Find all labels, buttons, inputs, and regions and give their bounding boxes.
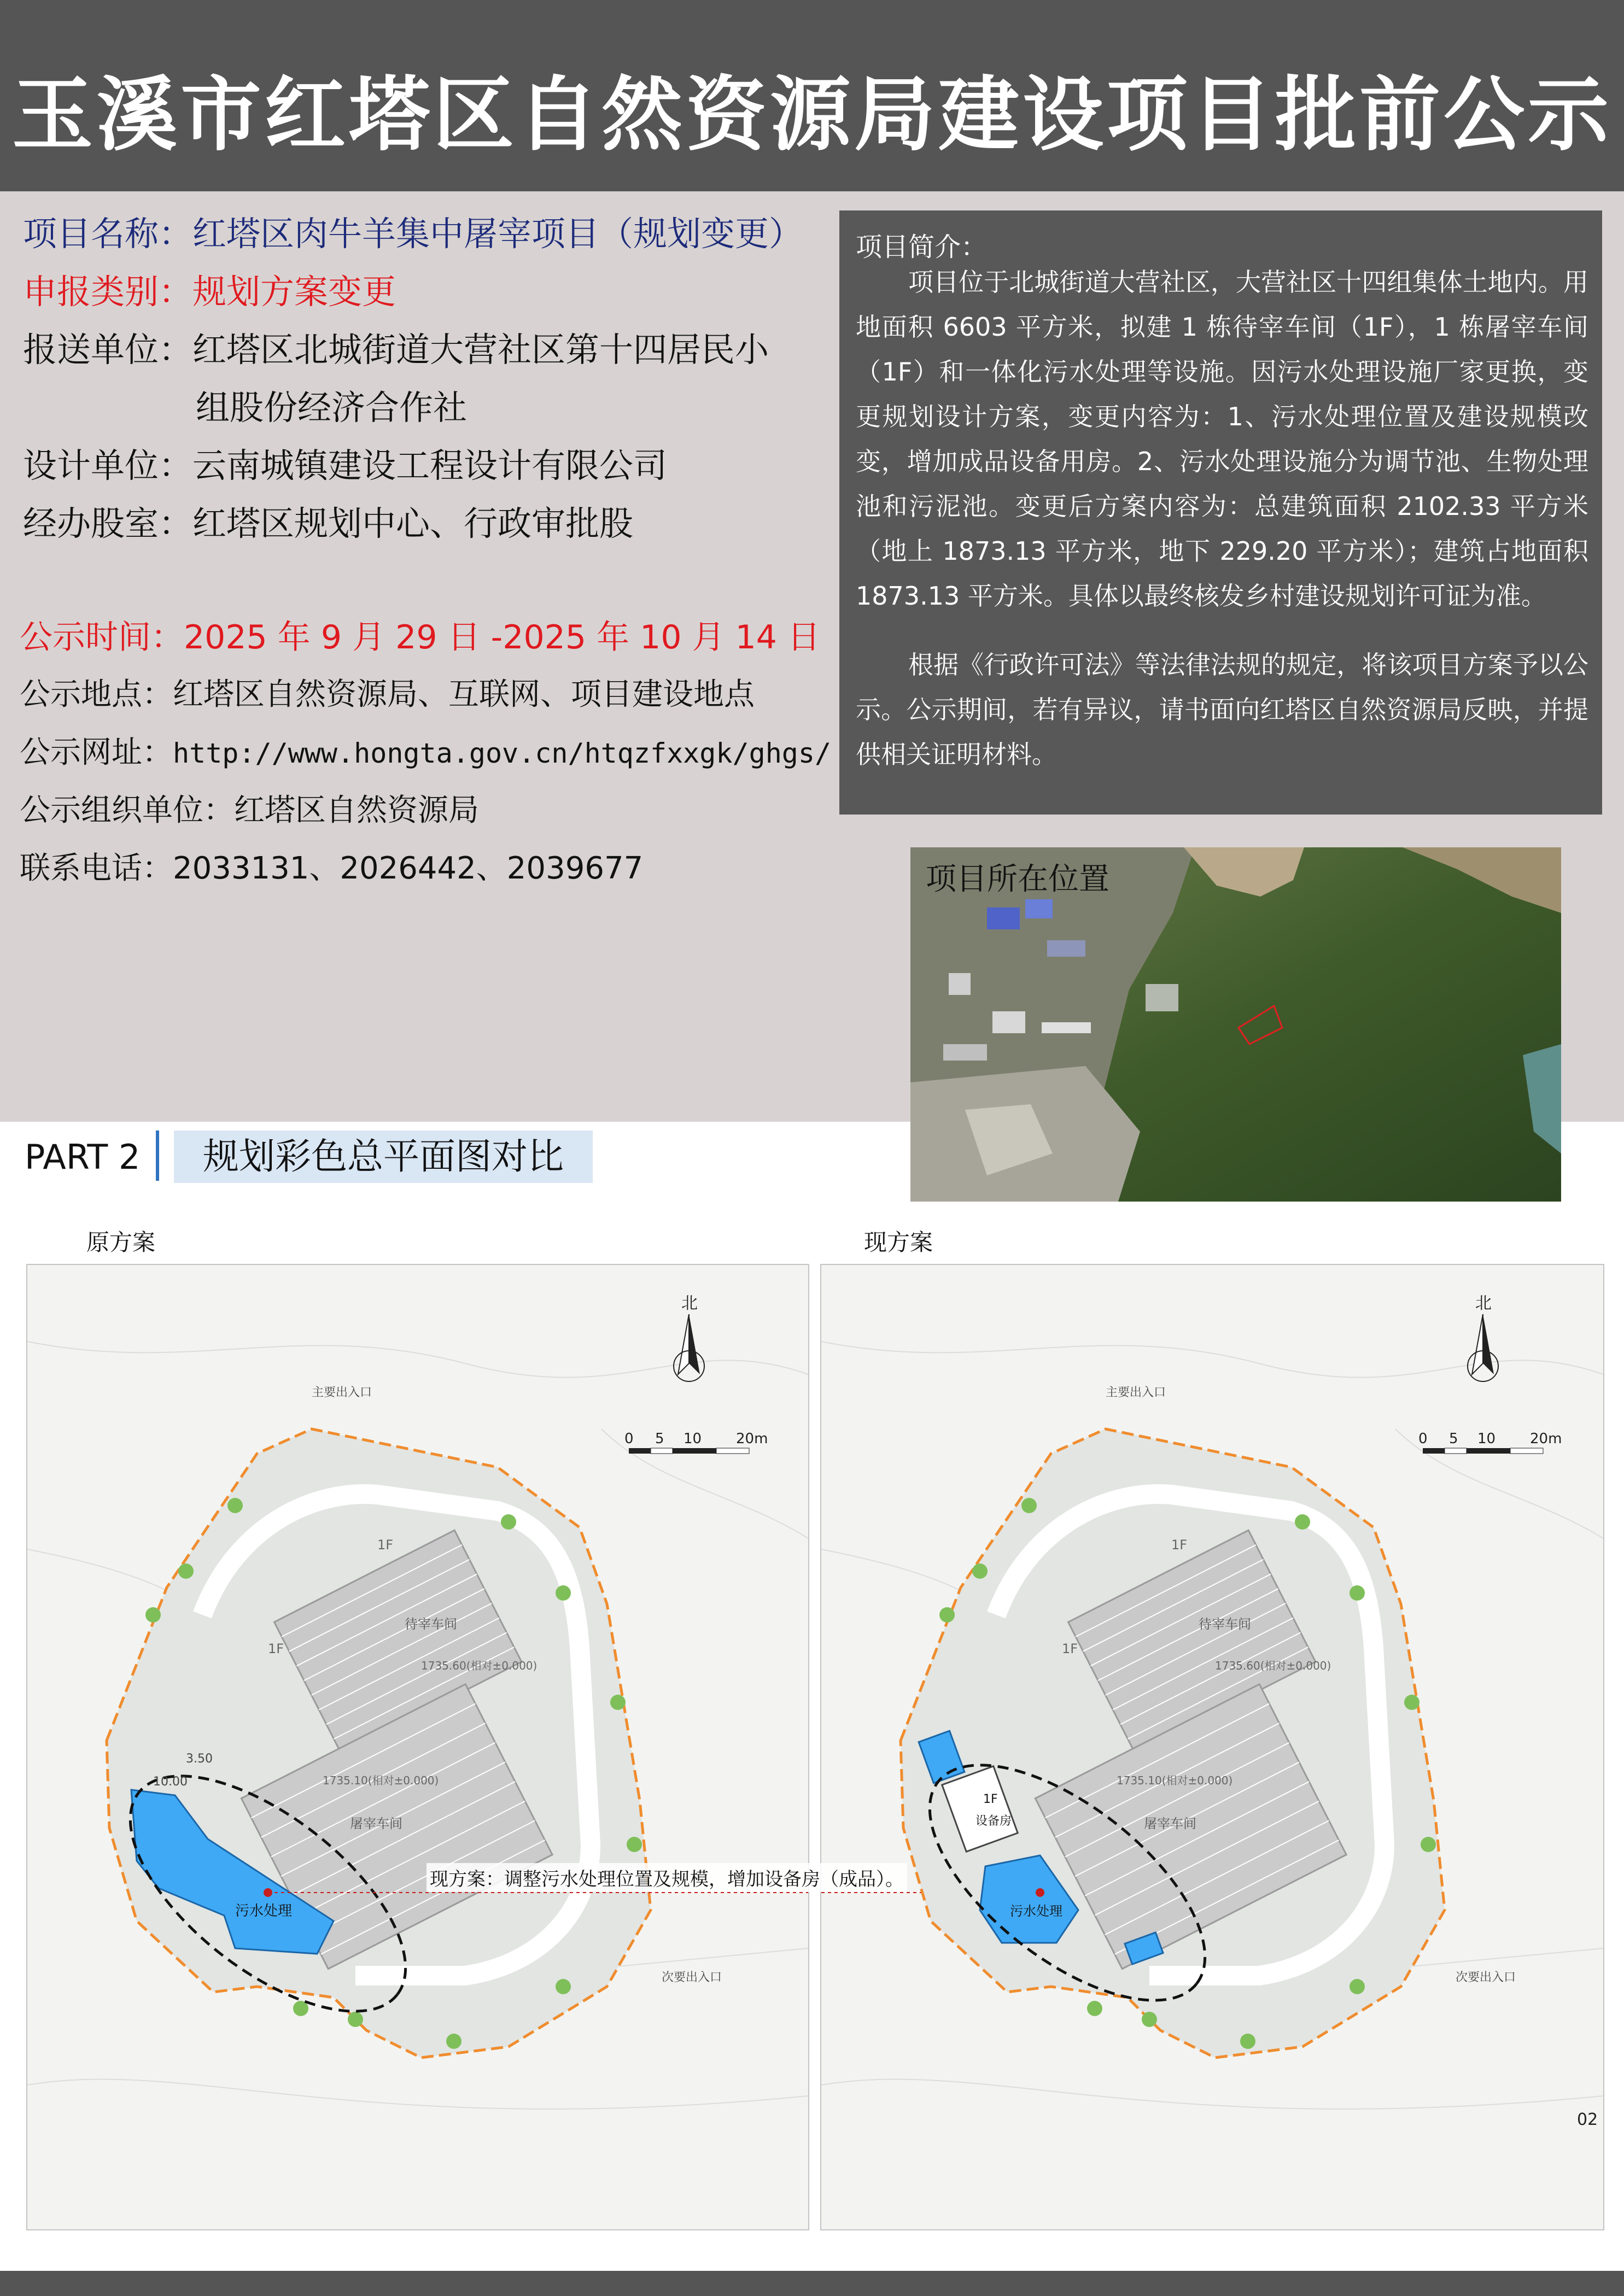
submitter-key: 报送单位： <box>23 330 193 370</box>
current-waiting-workshop: 待宰车间 <box>1199 1616 1251 1632</box>
original-slaughter-1f: 1F <box>268 1641 284 1656</box>
original-waiting-1f: 1F <box>377 1537 394 1553</box>
original-north-arrow <box>674 1314 704 1381</box>
current-waiting-1f: 1F <box>1171 1537 1188 1553</box>
part-title: 规划彩色总平面图对比 <box>203 1135 564 1178</box>
original-scale-tick-5: 5 <box>655 1431 664 1447</box>
intro-title: 项目简介： <box>856 232 988 262</box>
current-sewage-label: 污水处理 <box>1010 1903 1062 1919</box>
part-label: PART 2 <box>25 1137 141 1177</box>
designer-value: 云南城镇建设工程设计有限公司 <box>192 446 668 485</box>
change-note: 现方案：调整污水处理位置及规模，增加设备房（成品）。 <box>427 1863 907 1892</box>
original-slaughter-workshop: 屠宰车间 <box>350 1816 402 1831</box>
category-value: 规划方案变更 <box>192 272 396 312</box>
category-key: 申报类别： <box>23 272 193 312</box>
original-main-entrance: 主要出入口 <box>312 1386 372 1399</box>
current-elev-slaughter: 1735.10(相对±0.000) <box>1117 1774 1233 1787</box>
notice-phone-value: 2033131、2026442、2039677 <box>173 851 644 886</box>
original-elev-slaughter: 1735.10(相对±0.000) <box>323 1774 439 1787</box>
notice-place-row <box>20 670 755 714</box>
intro-paragraph-2: 根据《行政许可法》等法律法规的规定，将该项目方案予以公示。公示期间，若有异议，请书面向红塔区自然资源局反映，并提供相关证明材料。 <box>856 650 1588 769</box>
location-satellite-map <box>910 847 1561 1202</box>
current-slaughter-1f: 1F <box>1062 1641 1078 1656</box>
submitter-row <box>23 323 769 371</box>
current-secondary-entrance: 次要出入口 <box>1456 1971 1516 1984</box>
current-equipment-1f: 1F <box>983 1793 998 1806</box>
footer-bar <box>0 2271 1624 2296</box>
notice-org-value: 红塔区自然资源局 <box>234 793 479 828</box>
current-scale-bar <box>1423 1448 1543 1454</box>
intro-paragraph-1: 项目位于北城街道大营社区，大营社区十四组集体土地内。用地面积 6603 平方米，拟建 1 栋待宰车间（1F），1 栋屠宰车间（1F）和一体化污水处理等设施。因污水处理设施厂家更换，变更规划设计方案，变更内容为：1、污水处理位置及建设规模改变，增加成品设备用房。2、污水处理设施分为调节池、生物处理池和污泥池。变更后方案内容为：总建筑面积 2102.33 平方米（地上 1873.13 平方米，地下 229.20 平方米）；建筑占地面积 1873.13 平方米。具体以最终核发乡村建设规划许可证为准。 <box>856 267 1588 611</box>
notice-place-value: 红塔区自然资源局、互联网、项目建设地点 <box>173 677 755 712</box>
page-title: 玉溪市红塔区自然资源局建设项目批前公示 <box>12 68 1612 162</box>
current-site-plan <box>820 1264 1604 2230</box>
current-north-label: 北 <box>1475 1294 1492 1313</box>
notice-phone-key: 联系电话： <box>20 851 173 886</box>
submitter-value-line2: 组股份经济合作社 <box>196 388 468 427</box>
original-dim-1000: 10.00 <box>153 1775 188 1789</box>
current-scale-tick-0: 0 <box>1418 1431 1428 1447</box>
location-map-caption: 项目所在位置 <box>926 862 1109 897</box>
current-plan-drawing <box>821 1265 1603 2229</box>
notice-time-key: 公示时间： <box>20 618 184 657</box>
current-equipment-room: 设备房 <box>975 1814 1012 1828</box>
satellite-image <box>910 847 1561 1202</box>
notice-place-key: 公示地点： <box>20 677 173 712</box>
current-scale-tick-10: 10 <box>1477 1431 1496 1447</box>
original-scale-tick-20m: 20m <box>736 1431 768 1447</box>
office-value: 红塔区规划中心、行政审批股 <box>192 503 634 543</box>
original-scale-bar <box>629 1448 749 1454</box>
project-name-row <box>23 207 803 255</box>
original-scale-tick-0: 0 <box>624 1431 634 1447</box>
original-scale-tick-10: 10 <box>684 1431 702 1447</box>
category-row <box>23 265 396 313</box>
current-slaughter-workshop: 屠宰车间 <box>1144 1816 1196 1831</box>
current-main-entrance: 主要出入口 <box>1106 1386 1166 1399</box>
notice-time-value: 2025 年 9 月 29 日 -2025 年 10 月 14 日 <box>184 618 821 657</box>
project-intro-box <box>839 210 1602 815</box>
project-name-value: 红塔区肉牛羊集中屠宰项目（规划变更） <box>192 214 803 254</box>
notice-url-link[interactable]: http://www.hongta.gov.cn/htqzfxxgk/ghgs/ <box>173 737 832 769</box>
office-key: 经办股室： <box>23 503 193 543</box>
page-number: 02 <box>1577 2110 1598 2129</box>
notice-time-row <box>20 611 820 658</box>
designer-row <box>23 438 667 487</box>
project-name-key: 项目名称： <box>23 214 193 254</box>
original-north-label: 北 <box>681 1294 698 1313</box>
current-plan-label: 现方案 <box>864 1229 933 1256</box>
notice-phone-row <box>20 844 643 888</box>
original-elev-waiting: 1735.60(相对±0.000) <box>421 1659 538 1672</box>
notice-org-key: 公示组织单位： <box>20 793 234 828</box>
current-scale-tick-20m: 20m <box>1530 1431 1562 1447</box>
current-north-arrow <box>1468 1314 1498 1381</box>
original-plan-label: 原方案 <box>86 1229 156 1256</box>
designer-key: 设计单位： <box>23 446 193 485</box>
notice-org-row <box>20 786 479 830</box>
original-dim-350: 3.50 <box>186 1752 213 1766</box>
original-secondary-entrance: 次要出入口 <box>662 1971 722 1984</box>
current-scale-tick-5: 5 <box>1449 1431 1458 1447</box>
current-elev-waiting: 1735.60(相对±0.000) <box>1215 1659 1331 1672</box>
part-divider-bar <box>156 1131 159 1181</box>
original-waiting-workshop: 待宰车间 <box>405 1616 457 1632</box>
original-plan-drawing <box>27 1265 808 2229</box>
notice-url-key: 公示网址： <box>20 735 173 770</box>
office-row <box>23 496 633 545</box>
original-site-plan <box>26 1264 809 2230</box>
notice-url-row <box>20 728 831 772</box>
submitter-value-line1: 红塔区北城街道大营社区第十四居民小 <box>192 330 769 370</box>
original-sewage-label: 污水处理 <box>235 1903 293 1919</box>
